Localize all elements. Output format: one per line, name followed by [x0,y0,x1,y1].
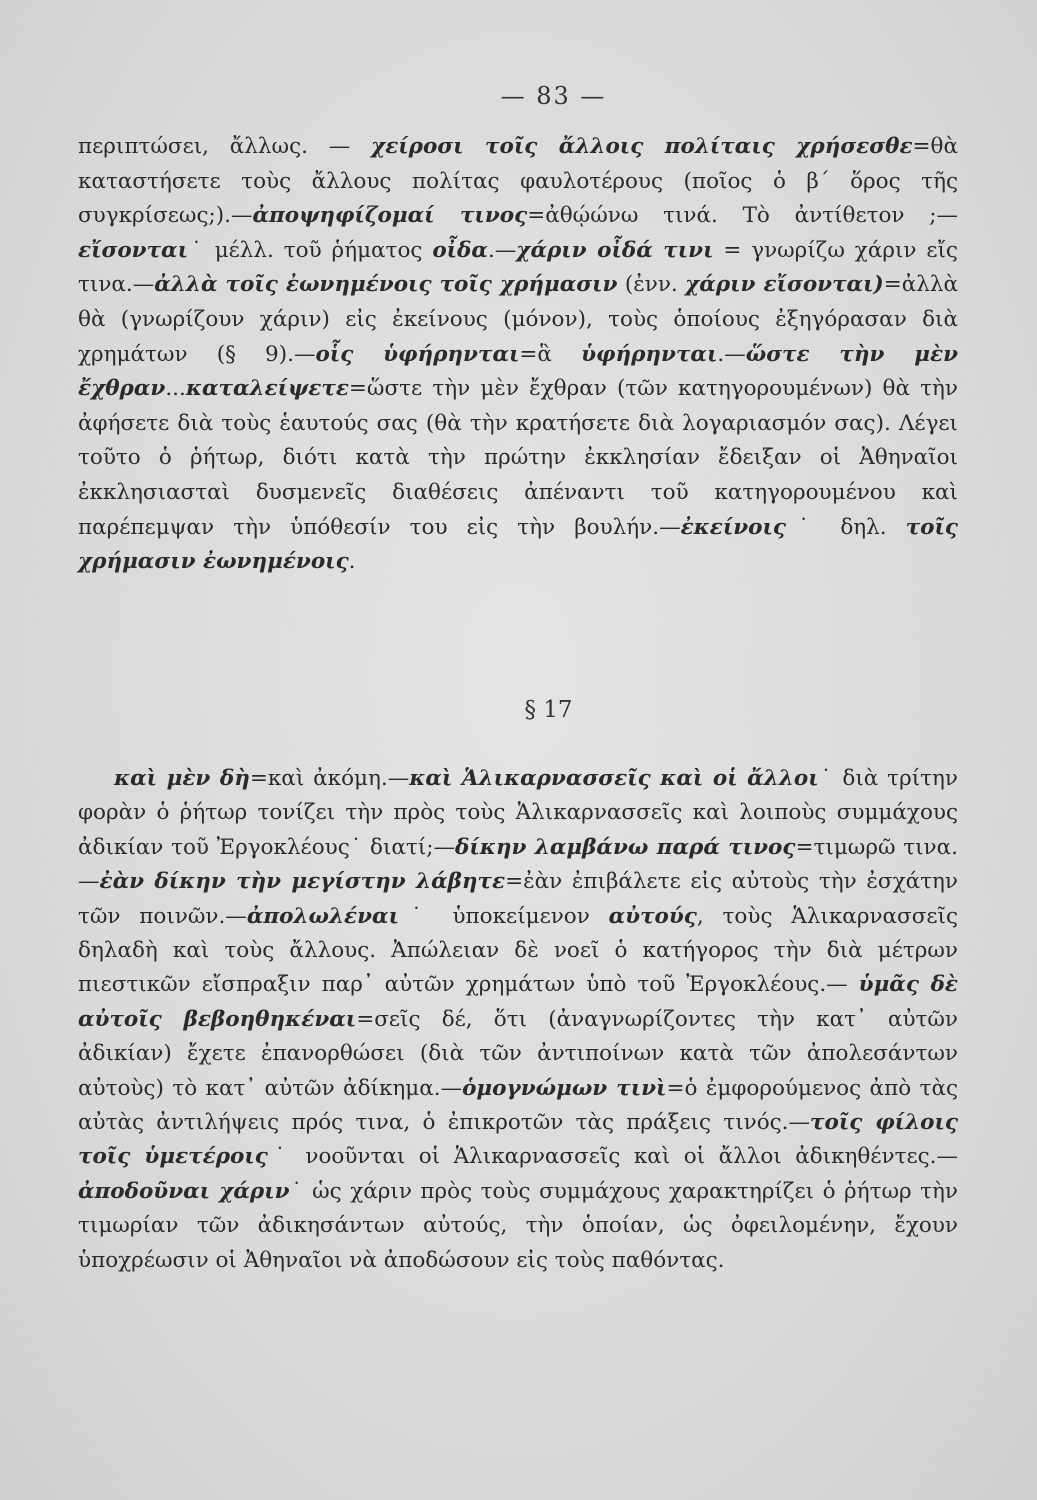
paragraph-text [78,762,958,1278]
gloss-text: (ἐνν. [617,272,686,298]
lemma-term: ὑμᾶς δὲ αὐτοῖς βεβοηθηκέναι [78,972,959,1032]
gloss-text: =σεῖς δέ, ὅτι (ἀναγνωρίζοντες τὴν κατ᾽ αὐτῶν ἀδικίαν) ἔχετε ἐπανορθώσει (διὰ τῶν ἀντιποίνων κατὰ τῶν ἀπολεσάντων αὐτοὺς) τὸ κατ᾽ αὐτῶν ἀδίκημα.— [78,1006,959,1101]
gloss-text: =τιμωρῶ τινα.— [78,834,958,895]
gloss-text: =ἃ [519,341,582,367]
gloss-text: ... [165,376,186,402]
gloss-text: .— [487,237,517,263]
gloss-text: =ὁ ἐμφορούμενος ἀπὸ τὰς αὐτὰς ἀντιλήψεις πρός τινα, ὁ ἐπικροτῶν τὰς πράξεις τινός.— [78,1075,959,1136]
lemma-term: οἷς ὑφήρηνται [315,341,520,367]
gloss-text: ˙ ὑποκείμενον [399,903,609,929]
lemma-term: ἐκείνοις [680,514,786,540]
gloss-text: =ἀθῴώνω τινά. Τὸ ἀντίθετον ;— [527,203,958,229]
lemma-term: ἀποδοῦναι χάριν [78,1178,290,1204]
lemma-term: χείροσι τοῖς ἄλλοις πολίταις χρήσεσθε [371,134,913,159]
lemma-term: εἴσονται [78,237,188,263]
lemma-term: ἀποψηφίζομαί τινος [252,203,528,229]
gloss-text: =θὰ καταστήσετε τοὺς ἄλλους πολίτας φαυλοτέρους (ποῖος ὁ β΄ ὅρος τῆς συγκρίσεως;).— [78,134,959,229]
lemma-term: καὶ Ἁλικαρνασσεῖς καὶ οἱ ἄλλοι [409,766,819,791]
gloss-text: =ἐὰν ἐπιβάλετε εἰς αὐτοὺς τὴν ἐσχάτην τῶν ποινῶν.— [78,869,959,929]
lemma-term: ἀπολωλέναι [246,903,399,929]
commentary-paragraph-top [78,130,958,580]
lemma-term: ἐὰν δίκην τὴν μεγίστην λάβητε [99,869,506,895]
lemma-term: ὑφήρηνται [581,341,718,367]
lemma-term: οἶδα [432,237,488,263]
lemma-term: τοῖς χρήμασιν ἐωνημένοις [78,514,958,575]
gloss-text: .— [717,341,746,367]
gloss-text: ˙ διὰ τρίτην φορὰν ὁ ῥήτωρ τονίζει τὴν πρὸς τοὺς Ἁλικαρνασσεῖς καὶ λοιποὺς συμμάχους ἀδικίαν τοῦ Ἐργοκλέους˙ διατί;— [78,766,958,860]
lemma-term: ἀλλὰ τοῖς ἐωνημένοις τοῖς χρήμασιν [154,272,618,298]
lemma-term: καὶ μὲν δὴ [114,766,250,791]
lemma-term: αὐτούς [608,903,697,929]
gloss-text: = γνωρίζω χάριν εἴς τινα.— [78,237,958,298]
gloss-text: ˙ δηλ. [786,514,906,540]
lemma-term: δίκην λαμβάνω παρά τινος [455,834,796,860]
gloss-text: . [348,549,356,575]
commentary-paragraph-bottom [78,762,958,1278]
lemma-term: χάριν οἶδά τινι [516,237,714,263]
gloss-text: ˙ νοοῦνται οἱ Ἁλικαρνασσεῖς καὶ οἱ ἄλλοι ἀδικηθέντες.— [267,1144,958,1170]
gloss-text: ˙ μέλλ. τοῦ ῥήματος [188,237,433,263]
lemma-term: ὁμογνώμων τινὶ [462,1075,667,1101]
gloss-text: =ἀλλὰ θὰ (γνωρίζουν χάριν) εἰς ἐκείνους (μόνον), τοὺς ὁποίους ἐξηγόρασαν διὰ χρημάτων (§ 9).— [78,272,958,367]
paragraph-text [78,130,958,580]
gloss-text: =ὥστε τὴν μὲν ἔχθραν (τῶν κατηγορουμένων) θὰ τὴν ἀφήσετε διὰ τοὺς ἑαυτούς σας (θὰ τὴν κρατήσετε διὰ λογαριασμόν σας). Λέγει τοῦτο ὁ ῥήτωρ, διότι κατὰ τὴν πρώτην ἐκκλησίαν ἔδειξαν οἱ Ἀθηναῖοι ἐκκλησιασταὶ δυσμενεῖς διαθέσεις ἀπέναντι τοῦ κατηγορουμένου καὶ παρέπεμψαν τὴν ὑπόθεσίν του εἰς τὴν βουλήν.— [78,376,958,540]
section-heading: § 17 [524,697,573,723]
gloss-text: ˙ ὡς χάριν πρὸς τοὺς συμμάχους χαρακτηρίζει ὁ ῥήτωρ τὴν τιμωρίαν τῶν ἀδικησάντων αὐτούς, τὴν ὁποίαν, ὡς ὀφειλομένην, ἔχουν ὑποχρέωσιν οἱ Ἀθηναῖοι νὰ ἀποδώσουν εἰς τοὺς παθόντας. [78,1178,958,1273]
lemma-term: τοῖς φίλοις τοῖς ὑμετέροις [78,1110,958,1170]
gloss-text: , τοὺς Ἁλικαρνασσεῖς δηλαδὴ καὶ τοὺς ἄλλους. Ἀπώλειαν δὲ νοεῖ ὁ κατήγορος τὴν διὰ μέτρων πιεστικῶν εἴσπραξιν παρ᾽ αὐτῶν χρημάτων ὑπὸ τοῦ Ἐργοκλέους.— [78,903,959,998]
gloss-text: περιπτώσει, ἄλλως. — [78,134,372,159]
gloss-text: =καὶ ἀκόμη.— [249,766,410,791]
page-number: — 83 — [500,82,607,110]
lemma-term: καταλείψετε [185,376,349,402]
lemma-term: ὥστε τὴν μὲν ἔχθραν [78,341,958,402]
lemma-term: χάριν εἴσονται) [685,272,884,298]
